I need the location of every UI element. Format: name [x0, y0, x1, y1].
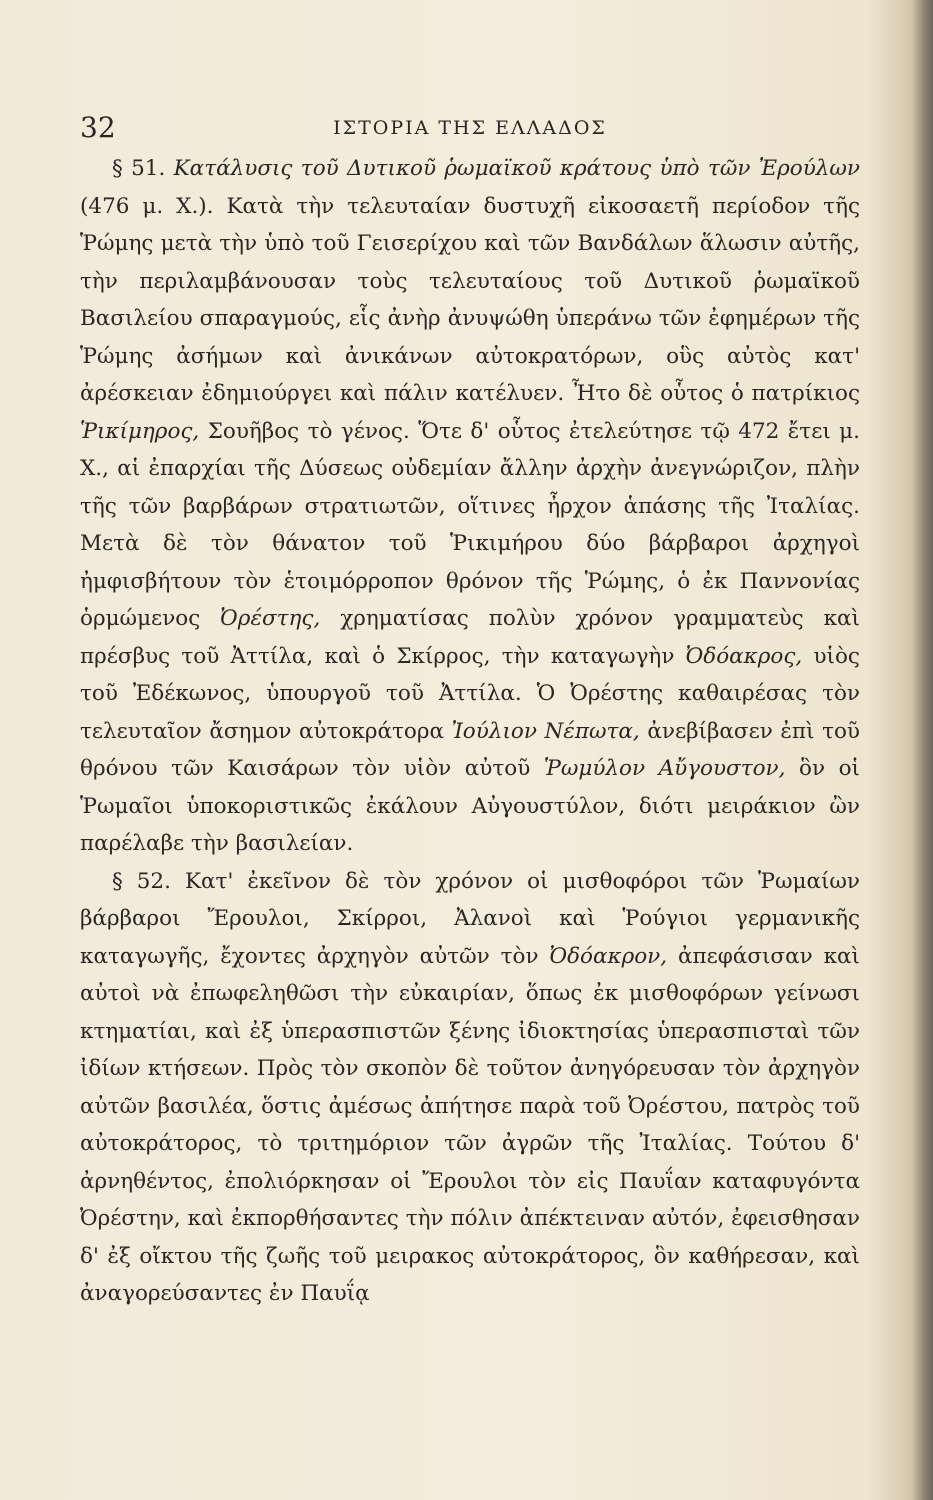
- section-date: (476 μ. Χ.).: [80, 193, 214, 219]
- text-run: χρηματίσας πολὺν χρόνον γραμματεὺς καὶ πρέσβυς τοῦ Ἀττίλα, καὶ ὁ Σκίρρος, τὴν καταγωγὴν: [80, 606, 860, 669]
- section-mark: § 52.: [112, 868, 171, 894]
- name-orestes: Ὀρέστης,: [220, 606, 321, 631]
- running-head: ΙΣΤΟΡΙΑ ΤΗΣ ΕΛΛΑΔΟΣ: [333, 117, 607, 139]
- paragraph-section-51: [80, 150, 860, 863]
- text-run: Σουῆβος τὸ γένος. Ὅτε δ' οὗτος ἐτελεύτησε τῷ 472 ἔτει μ. Χ., αἱ ἐπαρχίαι τῆς Δύσεως οὐδεμίαν ἄλλην ἀρχὴν ἀνεγνώριζον, πλὴν τῆς τῶν βαρβάρων στρατιωτῶν, οἵτινες ἦρχον ἁπάσης τῆς Ἰταλίας. Μετὰ δὲ τὸν θάνατον τοῦ Ῥικιμήρου δύο βάρβαροι ἀρχηγοὶ ἠμφισβήτουν τὸν ἑτοιμόρροπον θρόνον τῆς Ῥώμης, ὁ ἐκ Παννονίας ὁρμώμενος: [80, 418, 860, 631]
- page-header: [80, 108, 860, 148]
- name-rikimer: Ῥικίμηρος,: [80, 418, 200, 444]
- paragraph-section-52: [80, 863, 860, 1313]
- text-run: υἱὸς τοῦ Ἐδέκωνος, ὑπουργοῦ τοῦ Ἀττίλα. Ὁ Ὀρέστης καθαιρέσας τὸν τελευταῖον ἄσημον αὐτοκράτορα: [80, 643, 860, 744]
- name-nepos: Ἰούλιον Νέπωτα,: [451, 718, 640, 744]
- section-heading: Κατάλυσις τοῦ Δυτικοῦ ῥωμαϊκοῦ κράτους ὑπὸ τῶν Ἐρούλων: [173, 156, 860, 181]
- body-text: [80, 150, 860, 1313]
- name-odoakros: Ὀδόακρος,: [685, 643, 803, 669]
- name-romulus: Ῥωμύλον Αὔγουστον,: [543, 756, 786, 781]
- section-mark: § 51.: [112, 156, 166, 181]
- page-number: 32: [80, 111, 116, 144]
- text-run: Κατὰ τὴν τελευταίαν δυστυχῆ εἰκοσαετῆ περίοδον τῆς Ῥώμης μετὰ τὴν ὑπὸ τοῦ Γεισερίχου καὶ τῶν Βανδάλων ἅλωσιν αὐτῆς, τὴν περιλαμβάνουσαν τοὺς τελευταίους τοῦ Δυτικοῦ ῥωμαϊκοῦ Βασιλείου σπαραγμούς, εἷς ἀνὴρ ἀνυψώθη ὑπεράνω τῶν ἐφημέρων τῆς Ῥώμης ἀσήμων καὶ ἀνικάνων αὐτοκρατόρων, οὓς αὐτὸς κατ' ἀρέσκειαν ἐδημιούργει καὶ πάλιν κατέλυεν. Ἦτο δὲ οὗτος ὁ πατρίκιος: [80, 193, 860, 406]
- book-spine-edge: [911, 0, 933, 1500]
- text-run: ἀπεφάσισαν καὶ αὐτοὶ νὰ ἐπωφεληθῶσι τὴν εὐκαιρίαν, ὅπως ἐκ μισθοφόρων γείνωσι κτηματίαι, καὶ ἐξ ὑπερασπιστῶν ξένης ἰδιοκτησίας ὑπερασπισταὶ τῶν ἰδίων κτήσεων. Πρὸς τὸν σκοπὸν δὲ τοῦτον ἀνηγόρευσαν τὸν ἀρχηγὸν αὐτῶν βασιλέα, ὅστις ἀμέσως ἀπήτησε παρὰ τοῦ Ὀρέστου, πατρὸς τοῦ αὐτοκράτορος, τὸ τριτημόριον τῶν ἀγρῶν τῆς Ἰταλίας. Τούτου δ' ἀρνηθέντος, ἐπολιόρκησαν οἱ Ἔρουλοι τὸν εἰς Παυΐαν καταφυγόντα Ὀρέστην, καὶ ἐκπορθήσαντες τὴν πόλιν ἀπέκτειναν αὐτόν, ἐφεισθησαν δ' ἐξ οἴκτου τῆς ζωῆς τοῦ μειρακος αὐτοκράτορος, ὃν καθήρεσαν, καὶ ἀναγορεύσαντες ἐν Παυΐᾳ: [80, 943, 860, 1306]
- name-odoakros: Ὀδόακρον,: [549, 943, 668, 969]
- text-run: Κατ' ἐκεῖνον δὲ τὸν χρόνον οἱ μισθοφόροι τῶν Ῥωμαίων βάρβαροι Ἔρουλοι, Σκίρροι, Ἀλανοὶ καὶ Ῥούγιοι γερμανικῆς καταγωγῆς, ἔχοντες ἀρχηγὸν αὐτῶν τὸν: [80, 868, 860, 969]
- text-run: ἀνεβίβασεν ἐπὶ τοῦ θρόνου τῶν Καισάρων τὸν υἱὸν αὐτοῦ: [80, 718, 860, 781]
- text-run: ὃν οἱ Ῥωμαῖοι ὑποκοριστικῶς ἐκάλουν Αὐγουστύλον, διότι μειράκιον ὢν παρέλαβε τὴν βασιλείαν.: [80, 756, 860, 856]
